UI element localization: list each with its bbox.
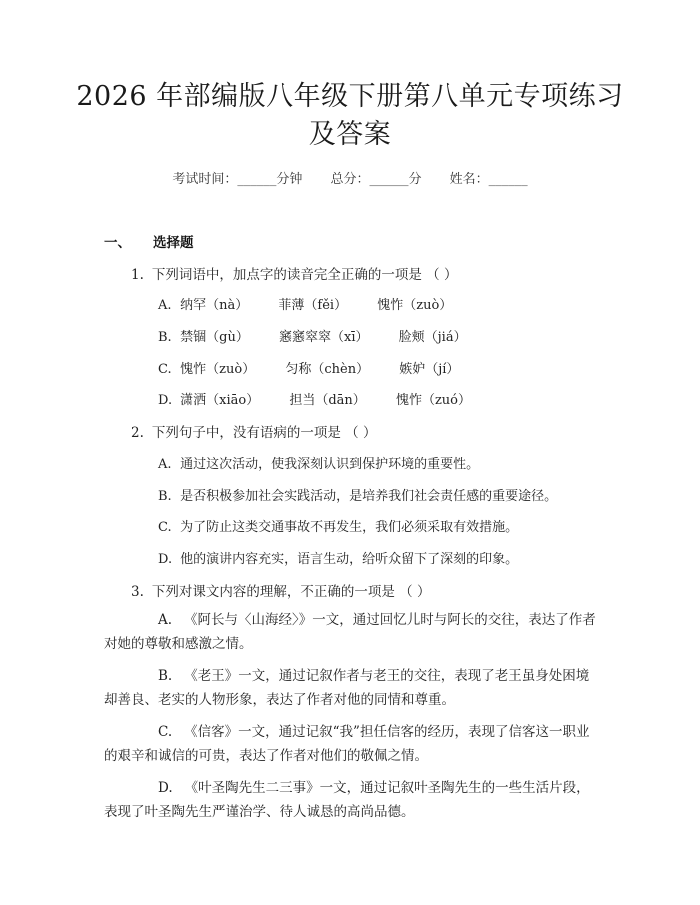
student-name-field: 姓名：______ xyxy=(449,172,528,187)
section-title: 选择题 xyxy=(153,235,194,251)
option-word: 窸窸窣窣（xī） xyxy=(278,330,369,345)
option-label: C. xyxy=(158,520,172,535)
option-label: A. xyxy=(158,457,172,472)
question-3-option-c xyxy=(104,720,596,768)
document-title xyxy=(60,78,640,154)
option-word: 愧怍（zuò） xyxy=(180,362,256,377)
question-1-option-c xyxy=(158,358,485,377)
option-word: 纳罕（nà） xyxy=(180,298,249,313)
question-number: 3. xyxy=(131,584,144,600)
option-word: 愧怍（zuó） xyxy=(395,393,472,408)
question-text: 下列词语中，加点字的读音完全正确的一项是 （ ） xyxy=(151,267,458,283)
option-text: 《老王》一文，通过记叙作者与老王的交往，表现了老王虽身处困境却善良、老实的人物形象，表达了作者对他的同情和尊重。 xyxy=(104,668,590,708)
option-label: A. xyxy=(158,612,173,628)
option-text: 他的演讲内容充实，语言生动，给听众留下了深刻的印象。 xyxy=(180,552,519,567)
option-word: 愧怍（zuò） xyxy=(377,298,453,313)
option-word: 匀称（chèn） xyxy=(285,362,370,377)
total-score-field: 总分：______分 xyxy=(330,172,422,187)
question-number: 1. xyxy=(131,267,144,283)
option-label: A. xyxy=(158,298,172,313)
question-text: 下列句子中，没有语病的一项是 （ ） xyxy=(151,425,377,441)
option-word: 脸颊（jiá） xyxy=(398,330,467,345)
question-2-stem xyxy=(131,421,376,441)
option-word: 禁锢（gù） xyxy=(180,330,249,345)
exam-info xyxy=(0,168,700,187)
option-label: C. xyxy=(158,362,172,377)
option-text: 《叶圣陶先生二三事》一文，通过记叙叶圣陶先生的一些生活片段，表现了叶圣陶先生严谨治学、待人诚恳的高尚品德。 xyxy=(104,780,590,820)
question-3-option-a xyxy=(104,608,596,656)
option-text: 为了防止这类交通事故不再发生，我们必须采取有效措施。 xyxy=(180,520,519,535)
title-line-1: 2026 年部编版八年级下册第八单元专项练习 xyxy=(76,81,624,112)
question-1-option-d xyxy=(158,389,497,408)
option-label: D. xyxy=(158,780,173,796)
option-text: 《信客》一文，通过记叙“我”担任信客的经历，表现了信客这一职业的艰辛和诚信的可贵，表达了作者对他们的敬佩之情。 xyxy=(104,724,590,764)
exam-time-field: 考试时间：______分钟 xyxy=(172,172,303,187)
question-1-stem xyxy=(131,263,457,283)
question-text: 下列对课文内容的理解，不正确的一项是 （ ） xyxy=(151,584,431,600)
option-word: 菲薄（fěi） xyxy=(278,298,348,313)
option-word: 嫉妒（jí） xyxy=(399,362,460,377)
option-text: 是否积极参加社会实践活动，是培养我们社会责任感的重要途径。 xyxy=(180,489,558,504)
option-label: D. xyxy=(158,552,173,567)
title-line-2: 及答案 xyxy=(308,119,392,150)
option-text: 《阿长与〈山海经〉》一文，通过回忆儿时与阿长的交往，表达了作者对她的尊敬和感激之情。 xyxy=(104,612,596,652)
option-word: 担当（dān） xyxy=(289,393,366,408)
option-label: B. xyxy=(158,489,172,504)
question-1-option-b xyxy=(158,326,493,345)
option-label: B. xyxy=(158,668,173,684)
question-3-stem xyxy=(131,580,430,600)
question-2-option-b xyxy=(158,485,557,504)
option-label: C. xyxy=(158,724,173,740)
question-2-option-a xyxy=(158,453,479,472)
option-label: B. xyxy=(158,330,172,345)
option-text: 通过这次活动，使我深刻认识到保护环境的重要性。 xyxy=(180,457,480,472)
question-2-option-c xyxy=(158,516,518,535)
question-3-option-b xyxy=(104,664,596,712)
section-heading xyxy=(104,231,194,251)
option-word: 潇洒（xiāo） xyxy=(180,393,260,408)
question-1-option-a xyxy=(158,294,478,313)
question-3-option-d xyxy=(104,776,596,824)
section-number: 一、 xyxy=(104,235,131,251)
option-label: D. xyxy=(158,393,173,408)
question-number: 2. xyxy=(131,425,144,441)
question-2-option-d xyxy=(158,548,518,567)
